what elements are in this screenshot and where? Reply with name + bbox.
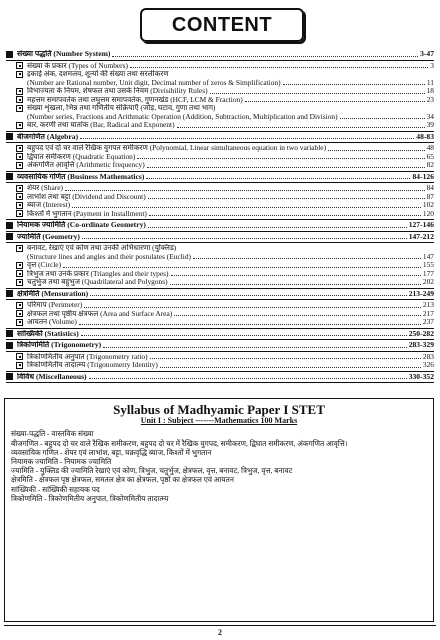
divider (6, 60, 434, 61)
divider (6, 328, 434, 329)
divider (6, 242, 434, 243)
syllabus-heading: Syllabus of Madhyamic Paper I STET (113, 402, 325, 417)
toc-page-number: 87 (426, 191, 434, 201)
syllabus-line: ज्यामिति - युक्लिड की ज्यामिति रेखाएं एवं कोण, त्रिभुज, चतुर्भुज, क्षेत्रफल, वृत्त, बनावट, त्रिभुज, वृत्त, बनावट (11, 466, 293, 476)
toc-entry-text: चतुर्भुज तथा बहुभुज (Quadrilateral and Polygons) (27, 278, 168, 286)
toc-entry-text: बनावट, रेखाएं एवं कोण तथा उनकी अभिधारणा (युक्लिड) (27, 244, 177, 252)
syllabus-box (4, 398, 434, 622)
toc-topic-row (6, 270, 434, 279)
dot-leader (177, 127, 425, 128)
dot-leader (245, 101, 425, 102)
toc-topic-row (6, 87, 434, 96)
divider (6, 219, 434, 220)
toc-entry-text: द्विघात समीकरण (Quadratic Equation) (27, 152, 136, 161)
divider (6, 142, 434, 143)
dot-leader (112, 56, 418, 57)
toc-page-number: 237 (422, 317, 434, 326)
toc-page-number: 18 (426, 86, 434, 95)
divider (6, 288, 434, 289)
hollow-square-bullet-icon (16, 162, 23, 169)
toc-entry-text: संख्या के प्रकार (Types of Numbers) (27, 61, 128, 70)
filled-square-bullet-icon (6, 373, 13, 380)
toc-entry-text: किश्तों में भुगतान (Payment in Installment) (27, 209, 147, 218)
dot-leader (210, 93, 425, 94)
toc-entry-text: (Number series, Fractions and Arithmatic Operation (Addition, Subtraction, Multiplication and Division) (27, 112, 338, 121)
toc-entry-text: सांख्यिकी (Statistics) (17, 329, 79, 338)
toc-entry-text: संख्या पद्धति (Number System) (17, 50, 111, 58)
toc-entry-text: लाभांश तथा बट्टा (Dividend and Discount) (27, 192, 146, 201)
toc-page-number: 3 (430, 60, 434, 70)
toc-topic-row (6, 70, 434, 79)
dot-leader (79, 324, 421, 325)
dot-leader (90, 295, 407, 296)
hollow-square-bullet-icon (16, 270, 23, 277)
toc-page-number: 147 (422, 251, 434, 261)
toc-topic-row (6, 361, 434, 370)
toc-topic-row (6, 184, 434, 193)
page-title: CONTENT (140, 8, 304, 42)
hollow-square-bullet-icon (16, 202, 23, 209)
hollow-square-bullet-icon (16, 153, 23, 160)
toc-entry-text: त्रिकोणमितीय अनुपात (Trigonometry ratio) (27, 352, 148, 361)
dot-leader (150, 358, 421, 359)
divider (6, 382, 434, 383)
dot-leader (130, 67, 428, 68)
syllabus-line: व्यवसायिक गणित - शेयर एवं लाभांश, बट्टा, चक्रवृद्धि ब्याज, किश्तों में भुगतान (11, 447, 212, 457)
toc-topic-row (6, 113, 434, 122)
toc-page-number: 84-126 (412, 171, 434, 181)
divider (6, 299, 434, 300)
dot-leader (147, 167, 425, 168)
toc-entry-text: व्यवसायिक गणित (Business Mathematics) (17, 172, 145, 181)
dot-leader (149, 215, 421, 216)
toc-topic-row (6, 253, 434, 262)
toc-entry-text: (Number are Rational number, Unit digit, Decimal number of zeros & Simplification) (27, 78, 281, 87)
dot-leader (84, 307, 421, 308)
toc-topic-row (6, 261, 434, 270)
toc-entry-text: बीजगणित (Algebra) (17, 132, 79, 141)
toc-entry-text: त्रिकोणमिति (Trigonometry) (17, 341, 102, 349)
dot-leader (170, 284, 421, 285)
toc-topic-row (6, 193, 434, 202)
syllabus-line: त्रिकोणमिति - त्रिकोणमितीय अनुपात, त्रिकोणमितीय तादात्म्य (11, 493, 169, 503)
toc-entry-text: विविध (Miscellaneous) (17, 372, 87, 381)
toc-page-number: 65 (426, 151, 434, 161)
divider (6, 371, 434, 372)
hollow-square-bullet-icon (16, 353, 23, 360)
toc-topic-row (6, 278, 434, 287)
toc-page-number: 283-329 (408, 340, 434, 349)
toc-topic-row (6, 153, 434, 162)
hollow-square-bullet-icon (16, 145, 23, 152)
divider (6, 231, 434, 232)
toc-page-number: 250-282 (408, 328, 434, 338)
dot-leader (148, 227, 407, 228)
toc-page-number: 23 (426, 94, 434, 104)
toc-page-number: 177 (422, 268, 434, 278)
toc-entry-text: बहुपद एवं दो चर वाले रैखिक युगपत समीकरण (Polynomial, Linear simultaneous equation in two variable) (27, 144, 327, 152)
toc-topic-row (6, 210, 434, 219)
toc-chapter-row (6, 330, 434, 339)
dot-leader (80, 138, 414, 139)
toc-entry-text: आयतन (Volume) (27, 318, 77, 326)
dot-leader (137, 158, 424, 159)
hollow-square-bullet-icon (16, 88, 23, 95)
toc-page-number: 84 (426, 183, 434, 192)
toc-page-number: 11 (426, 77, 434, 87)
toc-entry-text: महत्तम समापवर्तक तथा लघुत्तम समापवर्तक, गुणनखंड (HCF, LCM & Fraction) (27, 95, 243, 104)
dot-leader (160, 367, 421, 368)
filled-square-bullet-icon (6, 222, 13, 229)
toc-entry-text: शेयर (Share) (27, 184, 63, 192)
toc-chapter-row (6, 173, 434, 182)
toc-topic-row (6, 318, 434, 327)
toc-entry-text: त्रिकोणमितीय तादात्म्य (Trigonometry Identity) (27, 361, 158, 369)
toc-page-number: 82 (426, 160, 434, 169)
dot-leader (193, 258, 421, 259)
hollow-square-bullet-icon (16, 105, 23, 112)
toc-chapter-row (6, 290, 434, 299)
divider (6, 351, 434, 352)
toc-entry-text: त्रिभुज तथा उनके प्रकार (Triangles and their types) (27, 269, 169, 278)
toc-page-number: 202 (422, 277, 434, 286)
toc-topic-row (6, 161, 434, 170)
dot-leader (65, 190, 425, 191)
hollow-square-bullet-icon (16, 262, 23, 269)
filled-square-bullet-icon (6, 330, 13, 337)
hollow-square-bullet-icon (16, 362, 23, 369)
toc-entry-text: परिमाप (Perimeter) (27, 301, 83, 309)
dot-leader (328, 150, 425, 151)
dot-leader (283, 84, 425, 85)
toc-page-number: 39 (426, 120, 434, 129)
toc-entry-text: वृत्त (Circle) (27, 261, 62, 269)
toc-page-number: 213 (422, 300, 434, 309)
toc-page-number: 330-352 (408, 371, 434, 381)
syllabus-subheading: Unit I : Subject -------Mathematics 100 Marks (140, 416, 298, 426)
toc-topic-row (6, 121, 434, 130)
hollow-square-bullet-icon (16, 96, 23, 103)
toc-entry-text: क्षेत्रमिति (Mensuration) (17, 289, 89, 298)
toc-page-number: 34 (426, 111, 434, 121)
dot-leader (340, 118, 425, 119)
hollow-square-bullet-icon (16, 319, 23, 326)
toc-chapter-row (6, 233, 434, 242)
toc-topic-row (6, 301, 434, 310)
filled-square-bullet-icon (6, 290, 13, 297)
toc-entry-text: ज्यामिति (Geometry) (17, 232, 80, 241)
dot-leader (81, 335, 407, 336)
toc-page-number: 147-212 (408, 231, 434, 241)
divider (6, 182, 434, 183)
filled-square-bullet-icon (6, 233, 13, 240)
table-of-contents (6, 50, 434, 384)
dot-leader (82, 238, 407, 239)
toc-chapter-row (6, 373, 434, 382)
syllabus-line: बीजगणित - बहुपद दो चर वाले रैखिक समीकरण, बहुपद दो चर में रैखिक युगपद, समीकरण, द्विघात समीकरण, अंकगणित आवृत्ति। (11, 438, 348, 448)
dot-leader (171, 275, 421, 276)
hollow-square-bullet-icon (16, 210, 23, 217)
dot-leader (89, 378, 407, 379)
dot-leader (103, 347, 406, 348)
toc-page-number: 102 (422, 200, 434, 209)
hollow-square-bullet-icon (16, 71, 23, 78)
toc-page-number: 3-47 (420, 49, 434, 58)
dot-leader (148, 198, 425, 199)
dot-leader (63, 267, 421, 268)
filled-square-bullet-icon (6, 51, 13, 58)
toc-entry-text: ब्याज (Interest) (27, 201, 71, 209)
divider (6, 171, 434, 172)
hollow-square-bullet-icon (16, 122, 23, 129)
toc-page-number: 120 (422, 208, 434, 218)
toc-page-number: 283 (422, 351, 434, 361)
toc-topic-row (6, 104, 434, 113)
toc-chapter-row (6, 50, 434, 59)
toc-entry-text: (Structure lines and angles and their postulates (Euclid) (27, 252, 191, 261)
toc-page-number: 326 (422, 360, 434, 369)
toc-entry-text: संख्या शृंखला, भिन्न तथा गणितीय संक्रियाएँ (जोड़, घटाव, गुणा तथा भाग) (27, 104, 216, 112)
filled-square-bullet-icon (6, 342, 13, 349)
toc-topic-row (6, 96, 434, 105)
filled-square-bullet-icon (6, 133, 13, 140)
dot-leader (146, 178, 410, 179)
hollow-square-bullet-icon (16, 279, 23, 286)
syllabus-line: संख्या-पद्धति - वास्तविक संख्या (11, 429, 94, 439)
dot-leader (72, 207, 421, 208)
toc-entry-text: अंकगणित आवृत्ति (Arithmetic frequency) (27, 161, 145, 169)
toc-page-number: 48-83 (416, 131, 434, 141)
toc-entry-text: नियामक ज्यामिति (Co-ordinate Geometry) (17, 221, 146, 229)
toc-topic-row (6, 79, 434, 88)
toc-entry-text: विभाज्यता के नियम, शेषफल तथा उसके नियम (Divisibility Rules) (27, 87, 208, 95)
toc-chapter-row (6, 133, 434, 142)
toc-entry-text: क्षेत्रफल तथा पृष्ठीय क्षेत्रफल (Area and Surface Area) (27, 309, 173, 318)
toc-page-number: 155 (422, 260, 434, 269)
toc-page-number: 127-146 (408, 220, 434, 229)
toc-entry-text: इकाई अंक, दशमलव, शून्यों की संख्या तथा सरलीकरण (27, 70, 169, 78)
syllabus-lines (11, 429, 427, 503)
hollow-square-bullet-icon (16, 302, 23, 309)
toc-topic-row (6, 62, 434, 71)
dot-leader (174, 315, 421, 316)
hollow-square-bullet-icon (16, 193, 23, 200)
syllabus-line: क्षेत्रमिति - क्षेत्रफल पृष्ठ क्षेत्रफल, समतल क्षेत्र का क्षेत्रफल, पृष्ठों का क्षेत्रफल एवं आयतन (11, 475, 234, 485)
toc-topic-row (6, 144, 434, 153)
hollow-square-bullet-icon (16, 310, 23, 317)
toc-page-number: 48 (426, 143, 434, 152)
filled-square-bullet-icon (6, 173, 13, 180)
page-number: 2 (218, 628, 222, 637)
hollow-square-bullet-icon (16, 62, 23, 69)
syllabus-line: नियामक ज्यामिति - नियामक ज्यामिति (11, 457, 112, 467)
hollow-square-bullet-icon (16, 245, 23, 252)
footer-rule (4, 625, 436, 626)
toc-chapter-row (6, 221, 434, 230)
toc-chapter-row (6, 341, 434, 350)
toc-topic-row (6, 310, 434, 319)
toc-topic-row (6, 353, 434, 362)
toc-topic-row (6, 244, 434, 253)
toc-topic-row (6, 201, 434, 210)
toc-entry-text: बार, करणी तथा घातांक (Bar, Radical and Exponent) (27, 121, 175, 129)
toc-page-number: 217 (422, 308, 434, 318)
toc-page-number: 213-249 (408, 288, 434, 298)
divider (6, 339, 434, 340)
hollow-square-bullet-icon (16, 185, 23, 192)
syllabus-line: सांख्यिकी - सांख्यिकी सहायक पद (11, 484, 100, 494)
divider (6, 131, 434, 132)
